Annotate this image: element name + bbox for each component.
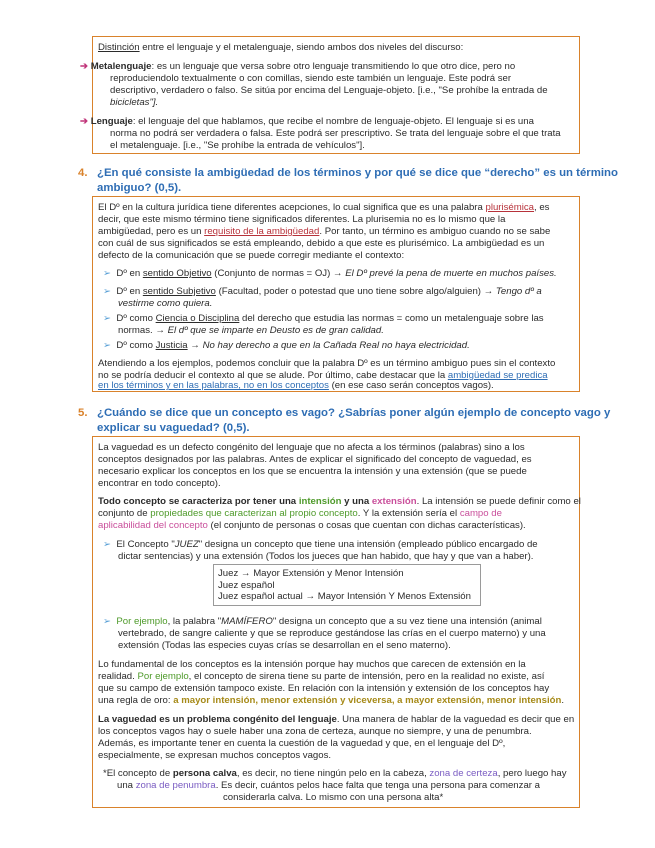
q5-p2-line-2: conjunto de propiedades que caracterizan al propio concepto. Y la extensión sería el campo de [98, 508, 502, 519]
bullet-arrow-icon: ➢ [103, 268, 112, 279]
metalenguaje-line-4: bicicletas"]. [110, 97, 159, 108]
q4-p1-line-4: con cuál de sus significados se está empleando, debido a que este es plurisémico. La ambigüedad es un [98, 238, 545, 249]
q5-footnote-line-1: *El concepto de persona calva, es decir, no tiene ningún pelo en la cabeza, zona de certeza, pero luego hay [103, 768, 567, 779]
q5-number: 5. [78, 407, 88, 419]
metalenguaje-line-1: ➔ Metalenguaje: es un lenguaje que versa sobre otro lenguaje transmitiendo lo que otro dice, pero no [80, 61, 516, 72]
intro-title: Distinción [98, 42, 140, 53]
q5-p3-line-2: realidad. Por ejemplo, el concepto de sirena tiene su parte de intensión, pero en la realidad no existe, así [98, 671, 545, 682]
q5-title-line-1: ¿Cuándo se dice que un concepto es vago? ¿Sabrías poner algún ejemplo de concepto vago y [97, 407, 611, 419]
q4-bullet-4: ➢ Dº como Justicia → No hay derecho a que en la Cañada Real no haya electricidad. [103, 340, 470, 351]
juez-example-line-1: Juez → Mayor Extensión y Menor Intensión [218, 568, 404, 579]
q4-conclusion-line-3: en los términos y en las palabras, no en los conceptos (en ese caso serán conceptos vagos). [98, 380, 494, 391]
metalenguaje-line-2: reproduciendolo textualmente o con comillas, siendo este también un lenguaje. Este podrá ser [110, 73, 512, 84]
bullet-arrow-icon: ➢ [103, 286, 112, 297]
q5-example-mamifero-line-2: vertebrado, de sangre caliente y que se reproduce gestándose las crías en el cuerpo materno) y una [118, 628, 546, 639]
q4-bullet-3: ➢ Dº como Ciencia o Disciplina del derecho que estudia las normas = como un metalenguaje sobre las [103, 313, 544, 324]
bullet-arrow-icon: ➢ [103, 313, 112, 324]
q5-p4-line-2: los conceptos vagos hay o suele haber una zona de certeza, aunque no siempre, y una de penumbra. [98, 726, 532, 737]
bullet-arrow-icon: ➢ [103, 340, 112, 351]
lenguaje-line-3: el metalenguaje. [i.e., "Se prohíbe la entrada de vehículos"]. [110, 140, 365, 151]
lenguaje-line-1: ➔ Lenguaje: el lenguaje del que hablamos, que recibe el nombre de lenguaje-objeto. El lenguaje si es una [80, 116, 534, 127]
q4-p1-line-3: ambigüedad, pero es un requisito de la ambigüedad. Por tanto, un término es ambiguo cuando no se sabe [98, 226, 551, 237]
bullet-arrow-icon: ➢ [103, 539, 112, 550]
q5-example-juez-line-2: dictar sentencias) y una extensión (Todos los jueces que han habido, que hay y que van a haber). [118, 551, 534, 562]
q4-p1-line-5: defecto de la comunicación que se puede corregir mediante el contexto: [98, 250, 405, 261]
intro-line: Distinción entre el lenguaje y el metalenguaje, siendo ambos dos niveles del discurso: [98, 42, 464, 53]
q5-p4-line-4: especialmente, se expresan muchos conceptos vagos. [98, 750, 332, 761]
q5-p3-line-3: que su campo de extensión tampoco existe. En relación con la intensión y extensión de los conceptos hay [98, 683, 550, 694]
q5-example-juez-line-1: ➢ El Concepto "JUEZ" designa un concepto que tiene una intensión (empleado público encargado de [103, 539, 538, 550]
q5-example-mamifero-line-3: extensión (Todas las especies cuyas crías se desarrollan en el seno materno). [118, 640, 451, 651]
bullet-arrow-icon: ➢ [103, 616, 112, 627]
q5-title-line-2: explicar su vaguedad? (0,5). [97, 422, 250, 434]
q5-p1-line-3: necesario explicar los conceptos en los que se encuentra la intensión y una extensión (que se puede [98, 466, 527, 477]
juez-example-line-3: Juez español actual → Mayor Intensión Y Menos Extensión [218, 591, 471, 602]
q5-footnote-line-3: considerarla calva. Lo mismo con una persona alta* [223, 792, 444, 803]
q4-bullet-3-cont: normas. → El dº que se imparte en Deusto es de gran calidad. [118, 325, 384, 336]
arrow-icon: ➔ [80, 61, 89, 72]
q4-bullet-2-cont: vestirme como quiera. [118, 298, 213, 309]
q5-p4-line-1: La vaguedad es un problema congénito del lenguaje. Una manera de hablar de la vaguedad es decir que en [98, 714, 575, 725]
q5-footnote-line-2: una zona de penumbra. Es decir, cuántos pelos hace falta que tenga una persona para comenzar a [117, 780, 540, 791]
q5-p2-line-3: aplicabilidad del concepto (el conjunto de personas o cosas que cuentan con dichas características). [98, 520, 526, 531]
q4-bullet-2: ➢ Dº en sentido Subjetivo (Facultad, poder o potestad que uno tiene sobre algo/alguien) → Tengo dº a [103, 286, 542, 297]
q5-p3-line-4: una regla de oro: a mayor intensión, menor extensión y viceversa, a mayor extensión, menor intensión. [98, 695, 565, 706]
q5-p4-line-3: Además, es importante tener en cuenta la cuestión de la vaguedad y que, en el lenguaje del Dº, [98, 738, 506, 749]
q4-p1-line-2: decir, que este mismo término tiene significados diferentes. La plurisemia no es lo mismo que la [98, 214, 506, 225]
lenguaje-line-2: norma no podrá ser verdadera o falsa. Este podrá ser prescriptivo. Se trata del lenguaje sobre el que trata [110, 128, 561, 139]
q5-p3-line-1: Lo fundamental de los conceptos es la intensión porque hay muchos que carecen de extensión en la [98, 659, 526, 670]
q4-bullet-1: ➢ Dº en sentido Objetivo (Conjunto de normas = OJ) → El Dº prevé la pena de muerte en muchos países. [103, 268, 557, 279]
q5-example-mamifero-line-1: ➢ Por ejemplo, la palabra "MAMÍFERO" designa un concepto que a su vez tiene una intensión (animal [103, 616, 542, 627]
arrow-icon: ➔ [80, 116, 89, 127]
q4-number: 4. [78, 167, 88, 179]
q4-p1-line-1: El Dº en la cultura jurídica tiene diferentes acepciones, lo cual significa que es una palabra plurisémica, es [98, 202, 550, 213]
q5-p1-line-1: La vaguedad es un defecto congénito del lenguaje que no afecta a los términos (palabras) sino a los [98, 442, 525, 453]
q5-p2-line-1: Todo concepto se caracteriza por tener una intensión y una extensión. La intensión se puede definir como el [98, 496, 581, 507]
q4-conclusion-line-1: Atendiendo a los ejemplos, podemos concluir que la palabra Dº es un término ambiguo pues sin el contexto [98, 358, 556, 369]
q4-conclusion-line-2: no se podría deducir el contexto al que se alude. Por último, cabe destacar que la ambigüedad se predica [98, 370, 548, 381]
q4-title-line-2: ambiguo? (0,5). [97, 182, 182, 194]
q4-title-line-1: ¿En qué consiste la ambigüedad de los términos y por qué se dice que “derecho” es un término [97, 167, 618, 179]
q5-p1-line-4: encontrar en todo concepto). [98, 478, 221, 489]
q5-p1-line-2: conceptos designados por las palabras. Antes de explicar el significado del concepto de vaguedad, es [98, 454, 532, 465]
juez-example-line-2: Juez español [218, 580, 275, 591]
metalenguaje-line-3: descriptivo, verdadero o falso. Se sitúa por encima del Lenguaje-objeto. [i.e., "Se prohíbe la entrada de [110, 85, 548, 96]
